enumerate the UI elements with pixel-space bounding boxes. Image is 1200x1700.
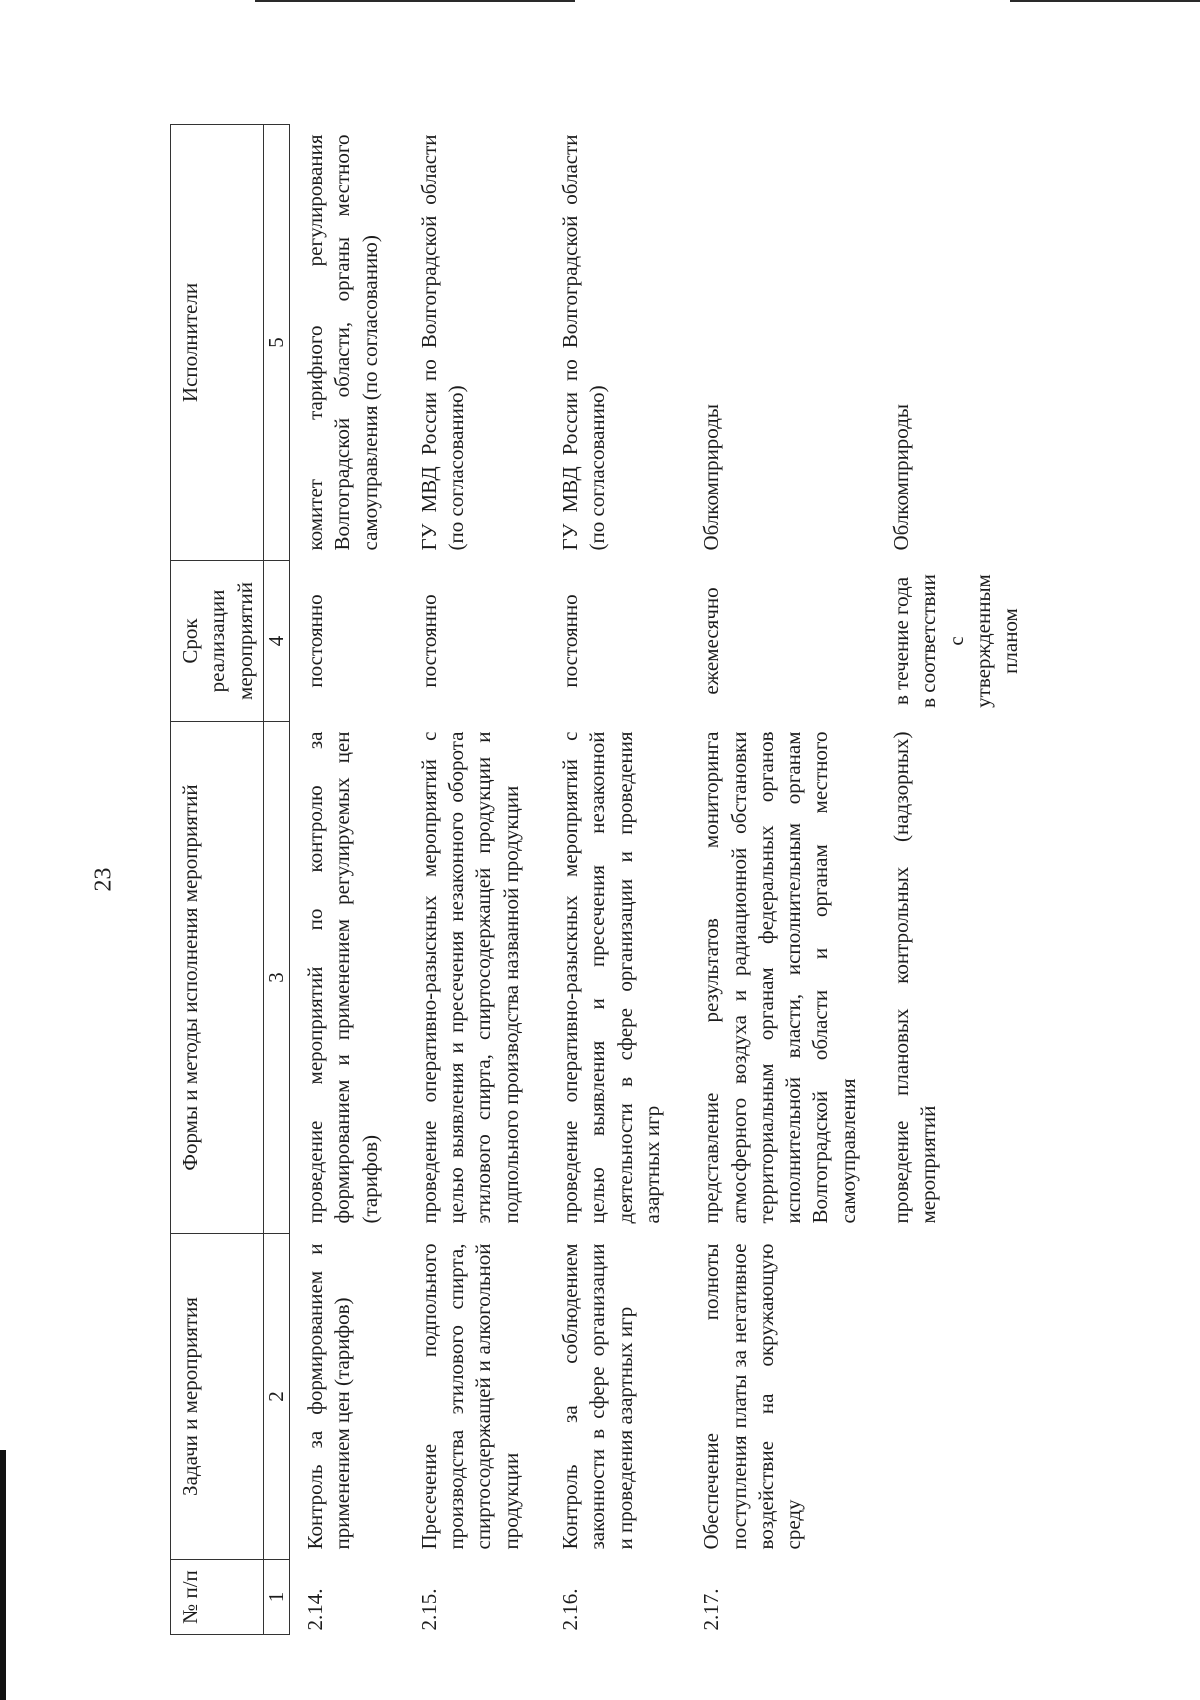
table-row (688, 125, 884, 1635)
row-term: постоянно (558, 594, 583, 688)
header-term: Срок реализации мероприятий (171, 561, 264, 722)
column-number: 1 (263, 1560, 289, 1635)
column-number: 4 (263, 561, 289, 722)
column-number-row (263, 125, 289, 1635)
row-executor: Облкомприроды (889, 404, 914, 551)
row-task: Обеспечение полноты поступления платы за негативное воздействие на окружающую среду (699, 1243, 806, 1550)
column-number: 3 (263, 722, 289, 1234)
row-executor: ГУ МВД России по Волгоградской области (по согласованию) (558, 134, 610, 551)
row-term: в течение года в соответствии с утвержденным планом (889, 574, 1023, 708)
row-method: проведение мероприятий по контролю за формированием и применением регулируемых цен (тарифов) (302, 731, 382, 1224)
page-number: 23 (90, 867, 117, 892)
measures-table (170, 124, 1047, 1635)
row-number: 2.17. (699, 1588, 724, 1631)
table-row (884, 125, 1046, 1635)
row-number: 2.14. (302, 1588, 327, 1631)
column-number: 5 (263, 125, 289, 561)
row-task (884, 1234, 1046, 1560)
table-row (406, 125, 547, 1635)
row-executor: комитет тарифного регулирования Волгоградской области, органы местного самоуправления (по согласованию) (302, 134, 382, 551)
header-methods: Формы и методы исполнения мероприятий (171, 722, 264, 1234)
row-method: представление результатов мониторинга атмосферного воздуха и радиационной обстановки территориальным органам федеральных органов исполнительной власти, исполнительным органам Волгоградской области и органам местного самоуправления (699, 731, 860, 1224)
row-method: проведение оперативно-разыскных мероприятий с целью выявления и пресечения незаконного оборота этилового спирта, спиртосодержащей продукции и подпольного производства названной продукции (416, 731, 523, 1224)
row-executor: ГУ МВД России по Волгоградской области (по согласованию) (416, 134, 469, 551)
row-term: ежемесячно (699, 587, 724, 695)
table-header-row (171, 125, 264, 1635)
table-row (547, 125, 688, 1635)
row-task: Пресечение подпольного производства этилового спирта, спиртосодержащей и алкогольной продукции (416, 1243, 523, 1550)
header-number: № п/п (171, 1560, 264, 1635)
row-number: 2.15. (416, 1588, 441, 1631)
row-task: Контроль за формированием и применением цен (тарифов) (302, 1243, 355, 1550)
table-row (289, 125, 405, 1635)
row-method: проведение плановых контрольных (надзорных) мероприятий (889, 731, 941, 1224)
row-term: постоянно (416, 594, 441, 688)
row-number: 2.16. (558, 1588, 583, 1631)
column-number: 2 (263, 1234, 289, 1560)
row-executor: Облкомприроды (699, 404, 724, 551)
header-executors: Исполнители (171, 125, 264, 561)
row-number (884, 1560, 1046, 1635)
row-task: Контроль за соблюдением законности в сфере организации и проведения азартных игр (558, 1243, 637, 1550)
row-method: проведение оперативно-разыскных мероприятий с целью выявления и пресечения незаконной деятельности в сфере организации и проведения азартных игр (558, 731, 664, 1224)
row-term: постоянно (302, 594, 327, 688)
header-tasks: Задачи и мероприятия (171, 1234, 264, 1560)
